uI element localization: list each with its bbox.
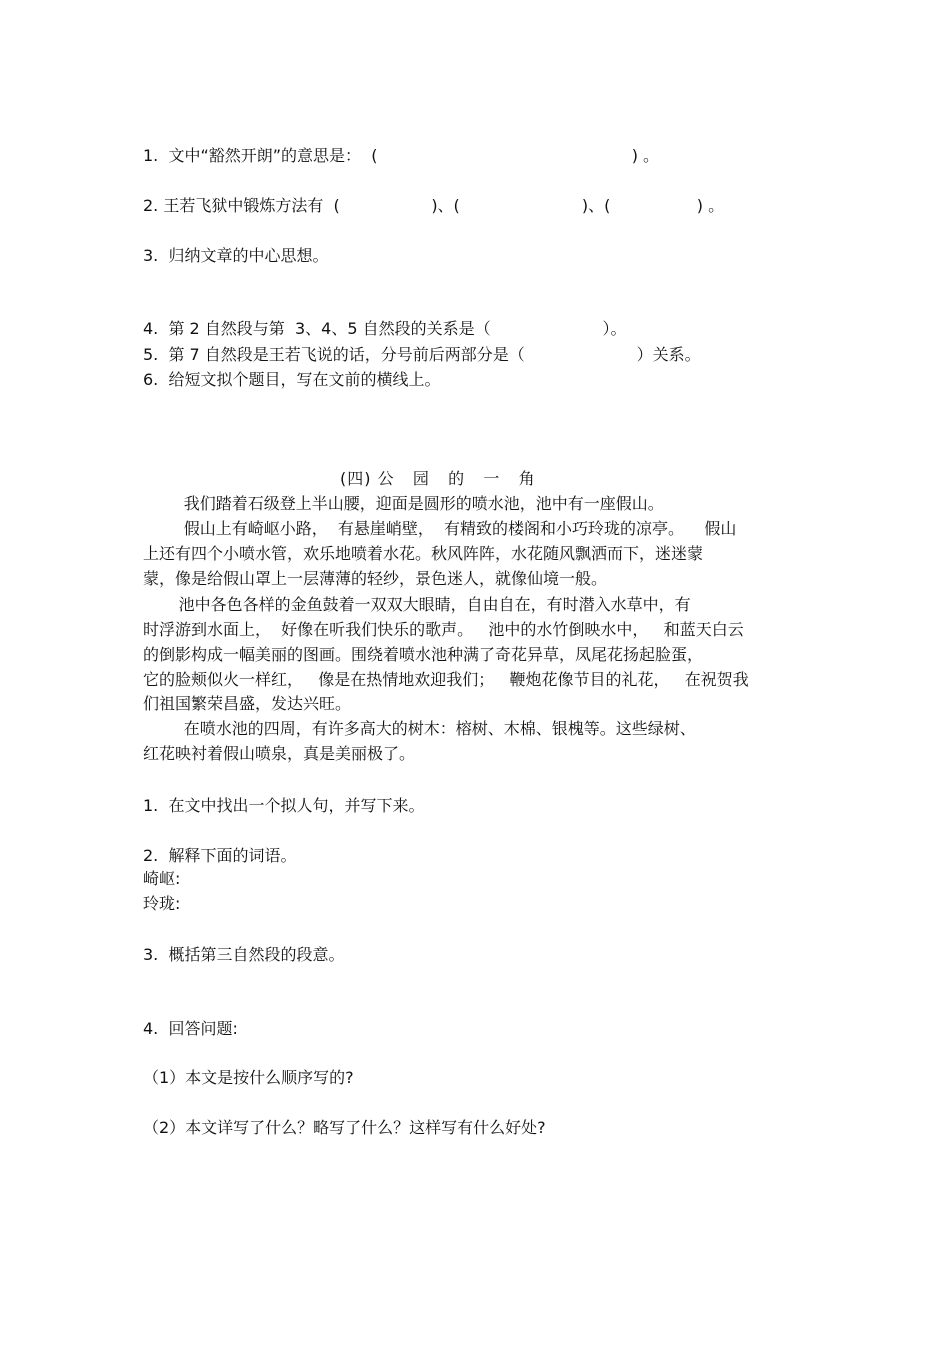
passage-line: 们祖国繁荣昌盛，发达兴旺。: [143, 694, 352, 713]
passage-line: 红花映衬着假山喷泉，真是美丽极了。: [143, 744, 416, 763]
sub-question-1: （1）本文是按什么顺序写的?: [143, 1068, 354, 1087]
passage-line: 上还有四个小喷水管，欢乐地喷着水花。秋风阵阵，水花随风飘洒而下，迷迷蒙: [143, 544, 704, 563]
question-3: 3. 归纳文章的中心思想。: [143, 246, 329, 265]
question-3: 3. 概括第三自然段的段意。: [143, 945, 345, 964]
question-5: 5. 第 7 自然段是王若飞说的话，分号前后两部分是（ ）关系。: [143, 345, 701, 364]
passage-line: 池中各色各样的金鱼鼓着一双双大眼睛，自由自在，有时潜入水草中，有: [143, 595, 691, 614]
question-4: 4. 回答问题:: [143, 1019, 238, 1038]
question-2: 2. 解释下面的词语。: [143, 846, 297, 865]
passage-line: 在喷水池的四周，有许多高大的树木：榕树、木棉、银槐等。这些绿树、: [143, 719, 696, 738]
word-linglong: 玲珑:: [143, 894, 181, 913]
passage-line: 我们踏着石级登上半山腰，迎面是圆形的喷水池，池中有一座假山。: [143, 494, 664, 513]
sub-question-2: （2）本文详写了什么？略写了什么？这样写有什么好处?: [143, 1118, 546, 1137]
passage-line: 假山上有崎岖小路， 有悬崖峭壁， 有精致的楼阁和小巧玲珑的凉亭。 假山: [143, 519, 737, 538]
passage-line: 蒙，像是给假山罩上一层薄薄的轻纱，景色迷人，就像仙境一般。: [143, 569, 608, 588]
section-title: (四) 公 园 的 一 角: [340, 469, 536, 488]
word-qiqu: 崎岖:: [143, 869, 181, 888]
question-1: 1. 在文中找出一个拟人句，并写下来。: [143, 796, 425, 815]
passage-line: 时浮游到水面上， 好像在听我们快乐的歌声。 池中的水竹倒映水中， 和蓝天白云: [143, 620, 744, 639]
passage-line: 的倒影构成一幅美丽的图画。围绕着喷水池种满了奇花异草，凤尾花扬起脸蛋，: [143, 645, 704, 664]
question-4: 4. 第 2 自然段与第 3、4、5 自然段的关系是（ ）。: [143, 319, 627, 338]
question-2: 2. 王若飞狱中锻炼方法有 ( )、( )、( ) 。: [143, 196, 725, 215]
question-1: 1. 文中“豁然开朗”的意思是： ( ) 。: [143, 146, 660, 165]
passage-line: 它的脸颊似火一样红， 像是在热情地欢迎我们； 鞭炮花像节目的礼花， 在祝贺我: [143, 670, 749, 689]
question-6: 6. 给短文拟个题目，写在文前的横线上。: [143, 370, 441, 389]
